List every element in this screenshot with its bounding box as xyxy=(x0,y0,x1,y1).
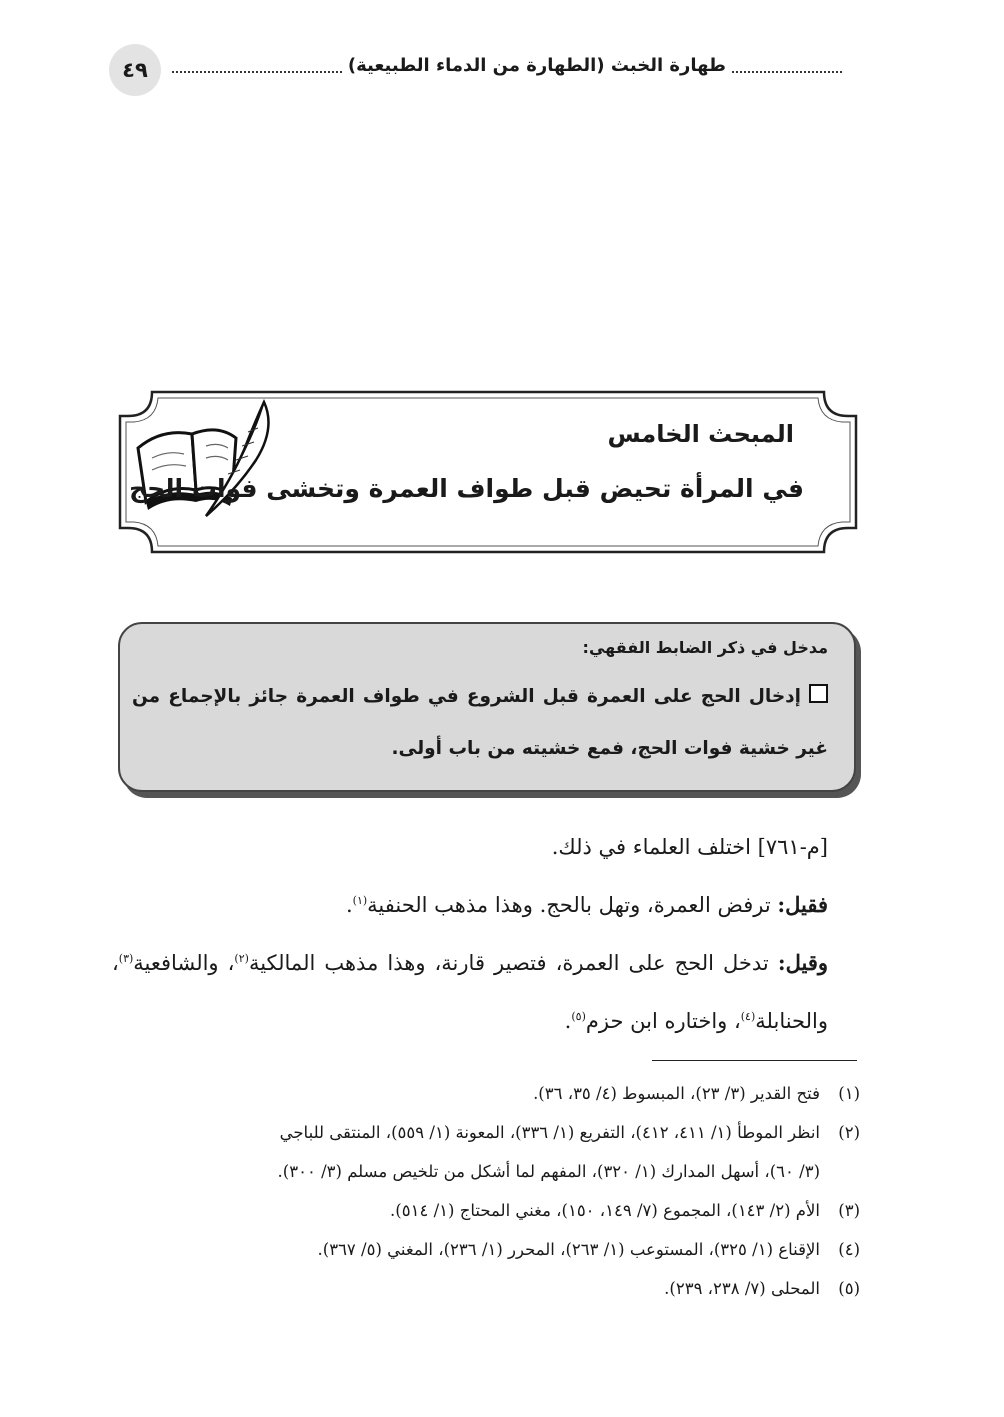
footnote-number: (٥) xyxy=(838,1279,860,1298)
first-opinion-end: . xyxy=(345,893,353,917)
footnote-ref-1[interactable]: (١) xyxy=(352,894,368,907)
footnote-2 xyxy=(112,1113,860,1152)
footnote-5 xyxy=(112,1269,860,1308)
first-opinion-lead: فقيل: xyxy=(777,892,828,917)
second-opinion-end: . xyxy=(564,1009,572,1033)
chapter-subtitle: في المرأة تحيض قبل طواف العمرة وتخشى فوات الحج xyxy=(129,474,804,503)
page-number-text: ٤٩ xyxy=(122,58,148,82)
fiqh-rule-box xyxy=(118,622,856,792)
footnotes xyxy=(112,1074,860,1308)
second-opinion-lead: وقيل: xyxy=(777,950,829,975)
footnote-separator xyxy=(652,1060,857,1061)
footnote-number: (٣) xyxy=(838,1201,860,1220)
footnote-ref-3[interactable]: (٣) xyxy=(118,952,134,965)
running-title: طهارة الخبث (الطهارة من الدماء الطبيعية) xyxy=(347,55,726,76)
second-opinion-hanbali: ، والحنابلة xyxy=(112,951,828,1033)
body-text xyxy=(112,818,828,1050)
footnote-1 xyxy=(112,1074,860,1113)
footnote-ref-5[interactable]: (٥) xyxy=(571,1010,586,1023)
header-dots-left xyxy=(172,59,342,73)
rule-text: إدخال الحج على العمرة قبل الشروع في طواف العمرة جائز بالإجماع من غير خشية فوات الحج، فمع خشيته من باب أولى. xyxy=(132,686,828,759)
paragraph-second-opinion xyxy=(112,934,828,1050)
page-number xyxy=(109,44,161,96)
second-opinion-shafii: ، والشافعية xyxy=(133,951,235,975)
footnote-ref-4[interactable]: (٤) xyxy=(740,1010,756,1023)
footnote-number: (٢) xyxy=(838,1123,860,1142)
footnote-2-continuation: (٣/ ٦٠)، أسهل المدارك (١/ ٣٢٠)، المفهم لما أشكل من تلخيص مسلم (٣/ ٣٠٠). xyxy=(277,1162,820,1181)
rule-heading: مدخل في ذكر الضابط الفقهي: xyxy=(582,638,828,657)
chapter-title: المبحث الخامس xyxy=(607,420,794,448)
footnote-text: المحلى (٧/ ٢٣٨، ٢٣٩). xyxy=(664,1279,820,1298)
footnote-number: (٤) xyxy=(838,1240,860,1259)
checkbox-square-icon xyxy=(809,684,828,703)
footnote-3 xyxy=(112,1191,860,1230)
paragraph-intro: [م-٧٦١] اختلف العلماء في ذلك. xyxy=(551,835,828,859)
running-header xyxy=(172,55,842,76)
second-opinion-text: تدخل الحج على العمرة، فتصير قارنة، وهذا مذهب المالكية xyxy=(248,951,778,975)
footnote-text: الأم (٢/ ١٤٣)، المجموع (٧/ ١٤٩، ١٥٠)، مغني المحتاج (١/ ٥١٤). xyxy=(390,1201,820,1220)
footnote-number: (١) xyxy=(838,1084,860,1103)
footnote-ref-2[interactable]: (٢) xyxy=(234,952,249,965)
second-opinion-ibn-hazm: ، واختاره ابن حزم xyxy=(585,1009,741,1033)
footnote-text: فتح القدير (٣/ ٢٣)، المبسوط (٤/ ٣٥، ٣٦). xyxy=(533,1084,820,1103)
footnote-text: الإقناع (١/ ٣٢٥)، المستوعب (١/ ٢٦٣)، المحرر (١/ ٢٣٦)، المغني (٥/ ٣٦٧). xyxy=(317,1240,820,1259)
footnote-4 xyxy=(112,1230,860,1269)
rule-text-paragraph xyxy=(132,671,828,775)
first-opinion-text: ترفض العمرة، وتهل بالحج. وهذا مذهب الحنفية xyxy=(367,893,778,917)
footnote-text: انظر الموطأ (١/ ٤١١، ٤١٢)، التفريع (١/ ٣٣٦)، المعونة (١/ ٥٥٩)، المنتقى للباجي xyxy=(279,1123,820,1142)
paragraph-first-opinion xyxy=(112,876,828,934)
book-quill-icon xyxy=(132,398,282,523)
header-dots-right xyxy=(732,59,842,73)
